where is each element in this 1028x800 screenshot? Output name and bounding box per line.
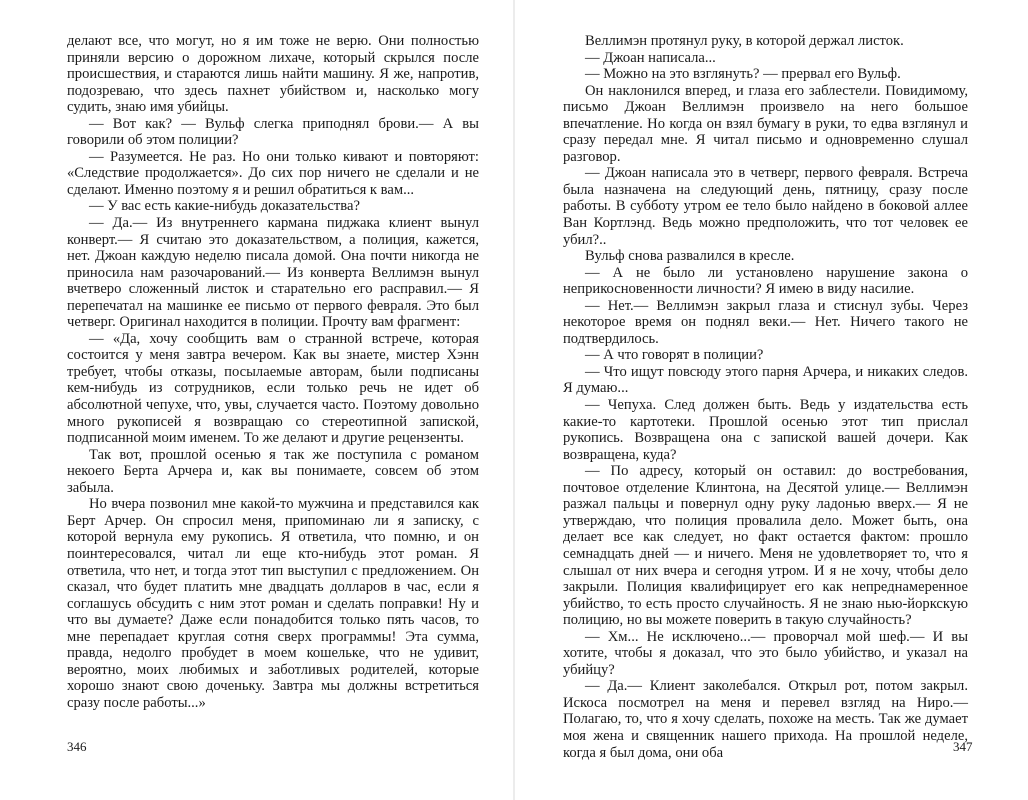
paragraph: — Джоан написала... xyxy=(585,49,716,66)
left-page-text xyxy=(67,33,479,711)
paragraph: — Джоан написала это в четверг, первого февраля. Встреча была назначена на следующий день, пятницу, сразу после работы. В субботу утром ее тело было найдено в боковой аллее Ван Кортлэнд. Ведь можно предположить, что тот человек ее убил?.. xyxy=(563,165,968,248)
left-page xyxy=(67,33,479,711)
paragraph: — Можно на это взглянуть? — прервал его Вульф. xyxy=(585,66,901,83)
paragraph: Вульф снова развалился в кресле. xyxy=(585,248,795,265)
paragraph: — По адресу, который он оставил: до востребования, почтовое отделение Клинтона, на Десятой улице.— Веллимэн разжал пальцы и повернул одну руку ладонью вверх.— Я не утверждаю, что полиция провалила дело. Может быть, она делает все как следует, но факт остается фактом: прошло семнадцать дней — и ничего. Меня не удовлетворяет то, что я слышал от них вчера и сегодня утром. И я не хочу, чтобы дело закрыли. Полиция квалифицирует его как непреднамеренное убийство, то есть просто случайность. Я не знаю нью-йоркскую полицию, но вы можете поверить в такую случайность? xyxy=(563,463,968,629)
page-number-left: 346 xyxy=(67,739,87,754)
paragraph: — Разумеется. Не раз. Но они только кивают и повторяют: «Следствие продолжается». До сих пор ничего не сделали и не сделают. Именно поэтому я и решил обратиться к вам... xyxy=(67,148,479,198)
book-gutter xyxy=(513,0,515,800)
paragraph: — А не было ли установлено нарушение закона о неприкосновенности личности? Я имею в виду насилие. xyxy=(563,264,968,298)
paragraph: Он наклонился вперед, и глаза его заблестели. Повидимому, письмо Джоан Веллимэн произвело на него большое впечатление. Но когда он взял бумагу в руки, то едва взглянул и сразу передал мне. Я читал письмо и одновременно слушал разговор. xyxy=(563,82,968,165)
paragraph: Веллимэн протянул руку, в которой держал листок. xyxy=(585,33,904,49)
paragraph: Но вчера позвонил мне какой-то мужчина и представился как Берт Арчер. Он спросил меня, припоминаю ли я записку, с которой вернула ему рукопись. Я ответила, что помню, и он поинтересовался, читал ли еще кто-нибудь этот роман. Я ответила, что нет, и тогда этот тип выступил с предложением. Он сказал, что будет платить мне двадцать долларов в час, если я соглашусь обсудить с ним этот роман и сделать поправки! Ну и что вы думаете? Даже если понадобится только пять часов, то мне перепадает круглая сотня сверх программы! Эта сумма, правда, недолго пробудет в моем кошельке, что не удивит, вероятно, моих любимых и заботливых родителей, которые хорошо знают свою доченьку. Завтра мы должны встретиться сразу после работы...» xyxy=(67,496,479,711)
paragraph: — Чепуха. След должен быть. Ведь у издательства есть какие-то картотеки. Прошлой осенью этот тип прислал рукопись. Возвращена она с запиской вашей дочери. Как возвращена, куда? xyxy=(563,397,968,463)
paragraph: — Да.— Клиент заколебался. Открыл рот, потом закрыл. Искоса посмотрел на меня и перевел взгляд на Ниро.— Полагаю, то, что я хочу сделать, похоже на месть. Так же думает моя жена и священник нашего прихода. На прошлой неделе, когда я был дома, они оба xyxy=(563,678,968,761)
paragraph: — Вот как? — Вульф слегка приподнял брови.— А вы говорили об этом полиции? xyxy=(67,115,479,149)
paragraph: — Да.— Из внутреннего кармана пиджака клиент вынул конверт.— Я считаю это доказательством, а полиция, кажется, нет. Джоан каждую неделю писала домой. Она почти никогда не приносила нам разочарований.— Из конверта Веллимэн вынул вчетверо сложенный листок и старательно его расправил.— Я перепечатал на машинке ее письмо от первого февраля. Это был четверг. Оригинал находится в полиции. Прочту вам фрагмент: xyxy=(67,215,479,331)
paragraph: Так вот, прошлой осенью я так же поступила с романом некоего Берта Арчера и, как вы понимаете, совсем об этом забыла. xyxy=(67,446,479,496)
paragraph: — Хм... Не исключено...— проворчал мой шеф.— И вы хотите, чтобы я доказал, что это было убийство, и указал на убийцу? xyxy=(563,628,968,678)
paragraph: — У вас есть какие-нибудь доказательства? xyxy=(89,198,360,215)
paragraph: — А что говорят в полиции? xyxy=(585,347,764,364)
paragraph: делают все, что могут, но я им тоже не верю. Они полностью приняли версию о дорожном лихаче, который скрылся после происшествия, и стараются лишь найти машину. Я же, напротив, подозреваю, что здесь пахнет убийством и, насколько могу судить, знаю имя убийцы. xyxy=(67,33,479,116)
right-page-text xyxy=(563,33,968,761)
right-page xyxy=(563,33,968,761)
paragraph: — Что ищут повсюду этого парня Арчера, и никаких следов. Я думаю... xyxy=(563,363,968,397)
paragraph: — «Да, хочу сообщить вам о странной встрече, которая состоится у меня завтра вечером. Как вы знаете, мистер Хэнн требует, чтобы отказы, посылаемые авторам, были подписаны кем-нибудь из сотрудников, если только речь не идет об абсолютной чепухе, что, увы, случается часто. Поэтому довольно много рукописей я возвращаю со стереотипной запиской, подписанной моим именем. То же делают и другие рецензенты. xyxy=(67,330,479,447)
paragraph: — Нет.— Веллимэн закрыл глаза и стиснул зубы. Через некоторое время он поднял веки.— Нет. Ничего такого не подтвердилось. xyxy=(563,297,968,347)
page-number-right: 347 xyxy=(953,739,973,754)
